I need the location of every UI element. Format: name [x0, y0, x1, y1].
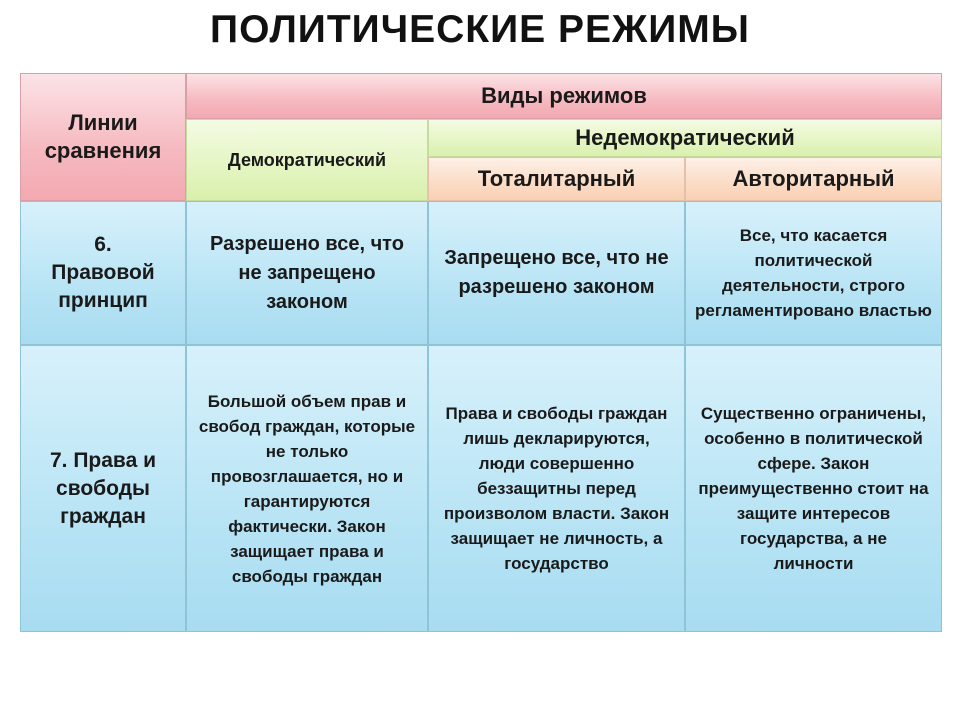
header-democratic: Демократический [186, 119, 428, 201]
row-6-democratic: Разрешено все, что не запрещено законом [186, 201, 428, 345]
row-7-authoritarian: Существенно ограничены, особенно в политической сфере. Закон преимущественно стоит на защите интересов государства, а не личности [685, 345, 942, 632]
row-6-line: 6. Правовой принцип [20, 201, 186, 345]
header-regime-types: Виды режимов [186, 73, 942, 119]
header-comparison-lines: Линии сравнения [20, 73, 186, 201]
row-7-democratic: Большой объем прав и свобод граждан, которые не только провозглашается, но и гарантируются фактически. Закон защищает права и свободы граждан [186, 345, 428, 632]
header-authoritarian: Авторитарный [685, 157, 942, 201]
row-6-authoritarian: Все, что касается политической деятельности, строго регламентировано властью [685, 201, 942, 345]
row-7-totalitarian: Права и свободы граждан лишь декларируются, люди совершенно беззащитны перед произволом власти. Закон защищает не личность, а государство [428, 345, 685, 632]
row-6-totalitarian: Запрещено все, что не разрешено законом [428, 201, 685, 345]
header-non-democratic: Недемократический [428, 119, 942, 157]
page-title: ПОЛИТИЧЕСКИЕ РЕЖИМЫ [210, 8, 750, 51]
row-7-line: 7. Права и свободы граждан [20, 345, 186, 632]
header-totalitarian: Тоталитарный [428, 157, 685, 201]
